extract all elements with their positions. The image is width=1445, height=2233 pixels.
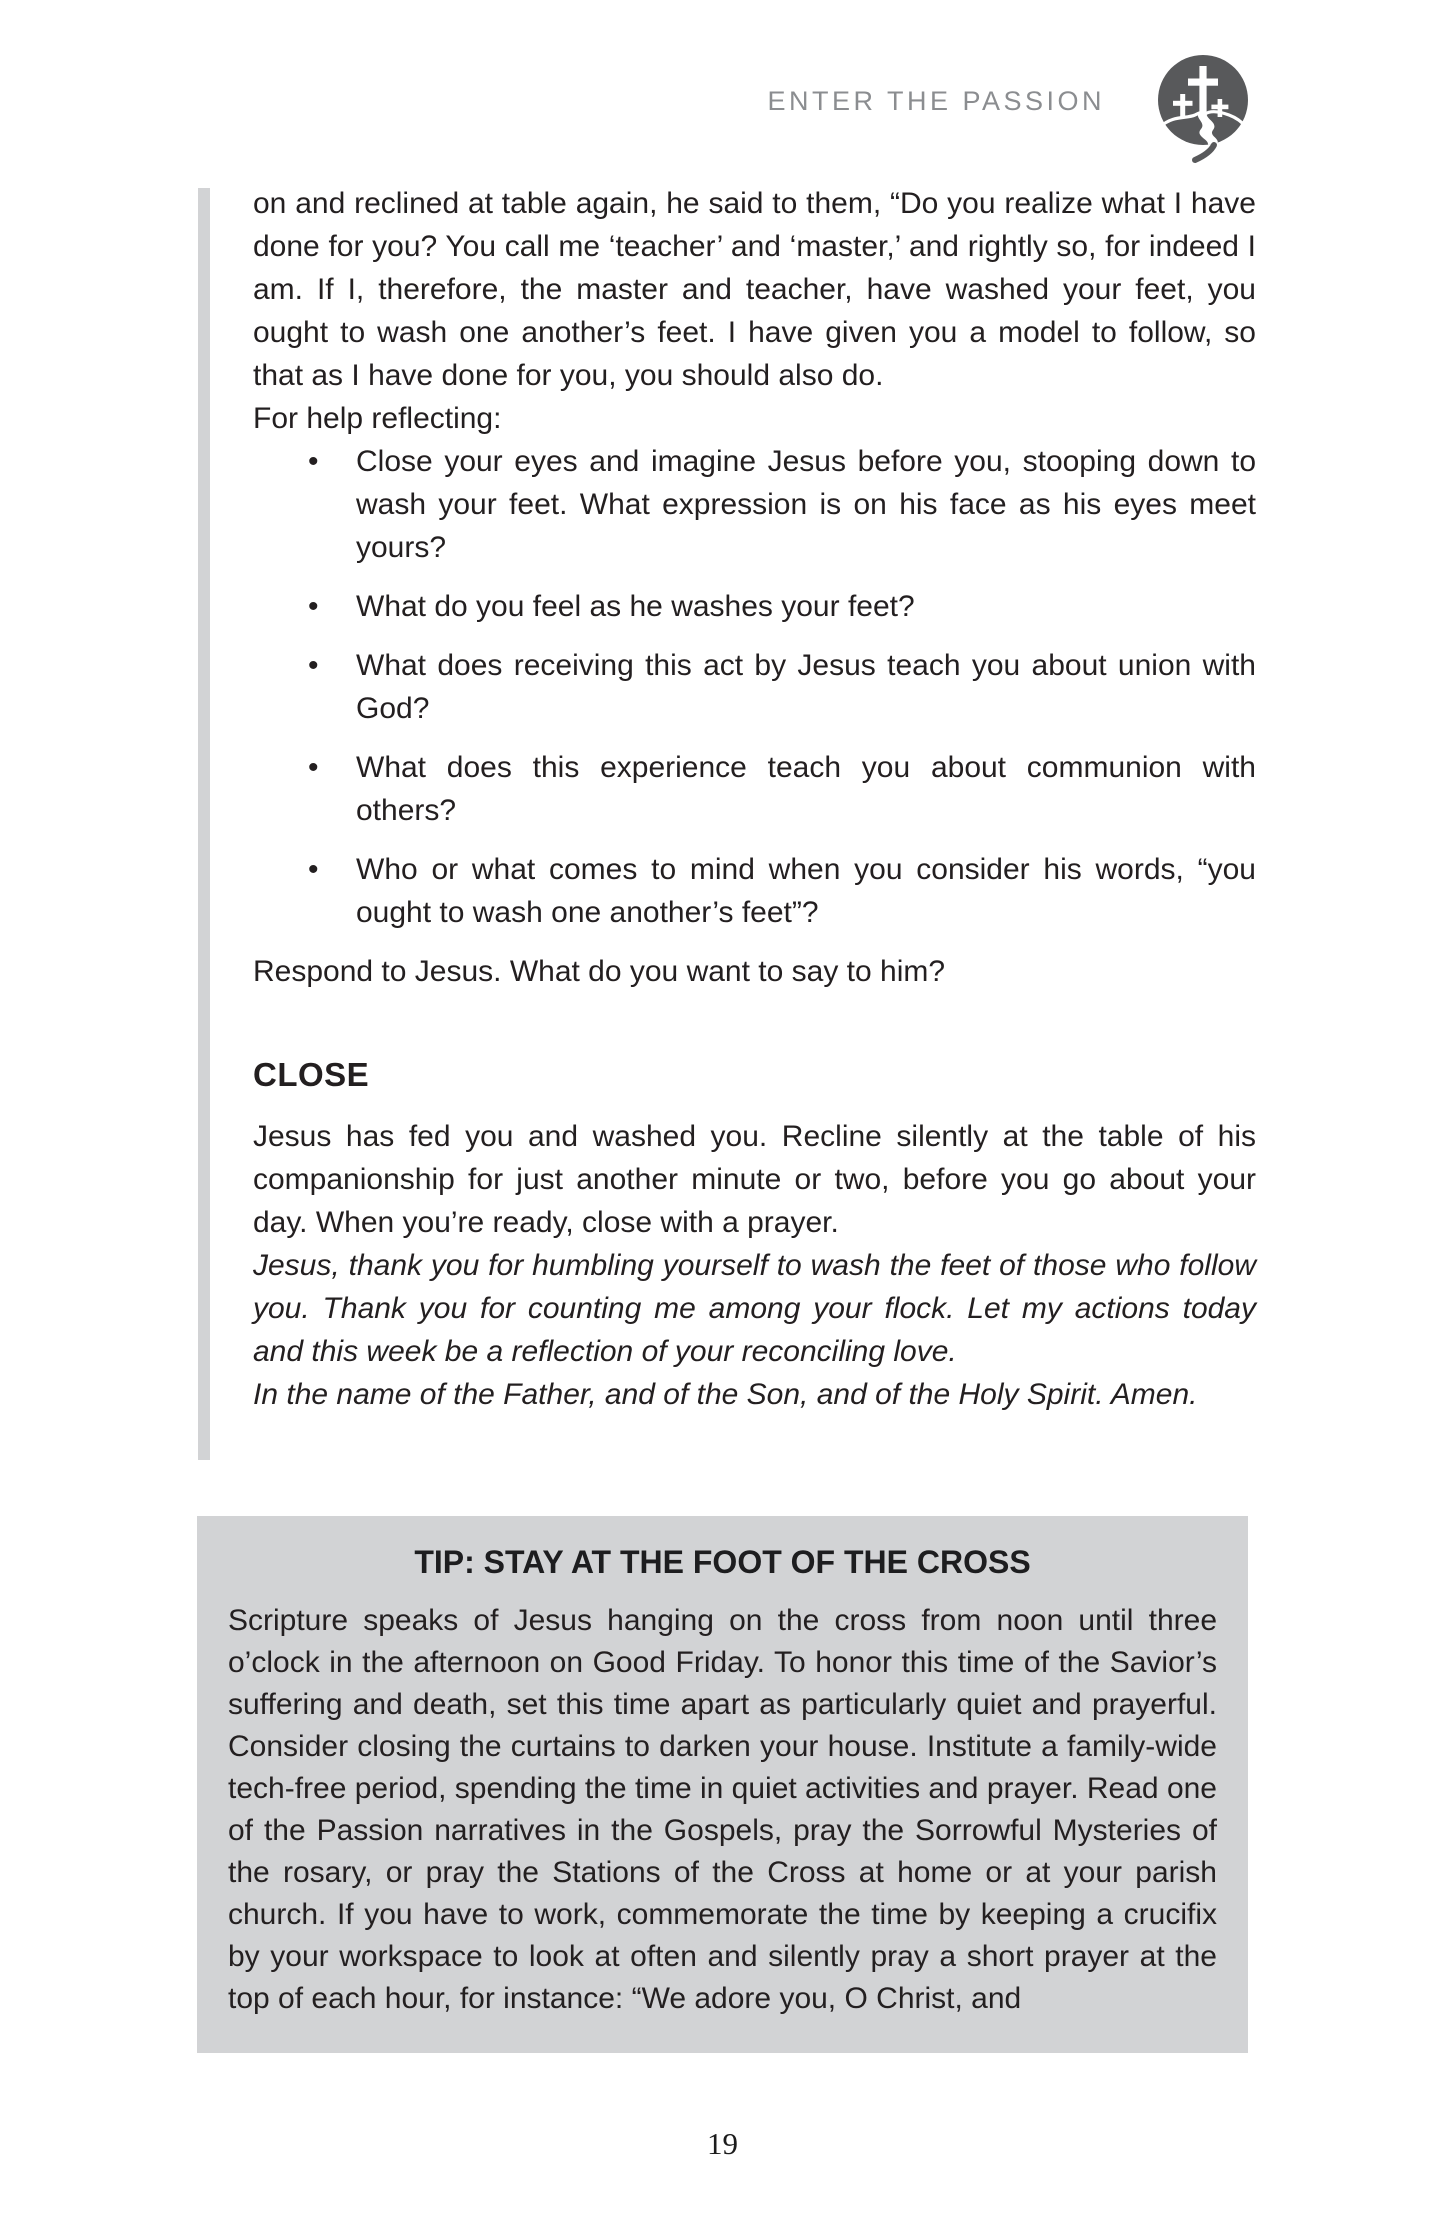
blockquote-bar <box>198 188 210 1460</box>
scripture-quote-paragraph: on and reclined at table again, he said to them, “Do you realize what I have done for you? You call me ‘teacher’ and ‘master,’ and rightly so, for indeed I am. If I, therefore, the master and teacher, have washed your feet, you ought to wash one another’s feet. I have given you a model to follow, so that as I have done for you, you should also do. <box>253 187 1256 392</box>
tip-callout-box <box>197 1516 1248 2053</box>
close-section-heading: CLOSE <box>253 1056 370 1093</box>
closing-prayer-paragraph: Jesus, thank you for humbling yourself to wash the feet of those who follow you. Thank you for counting me among your flock. Let my actions today and this week be a reflection of your reconciling love. <box>253 1249 1256 1368</box>
reflect-intro-line: For help reflecting: <box>253 402 502 435</box>
tip-box-body: Scripture speaks of Jesus hanging on the cross from noon until three o’clock in the afternoon on Good Friday. To honor this time of the Savior’s suffering and death, set this time apart as particularly quiet and prayerful. Consider closing the curtains to darken your house. Institute a family-wide tech-free period, spending the time in quiet activities and prayer. Read one of the Passion narratives in the Gospels, pray the Sorrowful Mysteries of the rosary, or pray the Stations of the Cross at home or at your parish church. If you have to work, commemorate the time by keeping a crucifix by your workspace to look at often and silently pray a short prayer at the top of each hour, for instance: “We adore you, O Christ, and <box>228 1604 1217 2015</box>
reflection-bullet-item: • What do you feel as he washes your feet? <box>308 585 1256 628</box>
respond-line: Respond to Jesus. What do you want to say to him? <box>253 955 946 988</box>
reflection-bullet-item: • Who or what comes to mind when you consider his words, “you ought to wash one another’s feet”? <box>308 848 1256 934</box>
tip-box-title: TIP: STAY AT THE FOOT OF THE CROSS <box>414 1544 1031 1580</box>
reflection-bullet-item: • Close your eyes and imagine Jesus before you, stooping down to wash your feet. What expression is on his face as his eyes meet yours? <box>308 440 1256 569</box>
reflection-bullet-list <box>253 440 1256 934</box>
reflection-bullet-item: • What does this experience teach you about communion with others? <box>308 746 1256 832</box>
amen-line: In the name of the Father, and of the Son, and of the Holy Spirit. Amen. <box>253 1378 1198 1411</box>
calvary-crosses-logo-icon <box>1153 52 1253 164</box>
running-head-title: ENTER THE PASSION <box>767 86 1105 116</box>
main-text-column <box>253 182 1256 1416</box>
close-section-paragraph: Jesus has fed you and washed you. Recline silently at the table of his companionship for just another minute or two, before you go about your day. When you’re ready, close with a prayer. <box>253 1120 1256 1239</box>
page-number: 19 <box>707 2126 738 2161</box>
reflection-bullet-item: • What does receiving this act by Jesus teach you about union with God? <box>308 644 1256 730</box>
